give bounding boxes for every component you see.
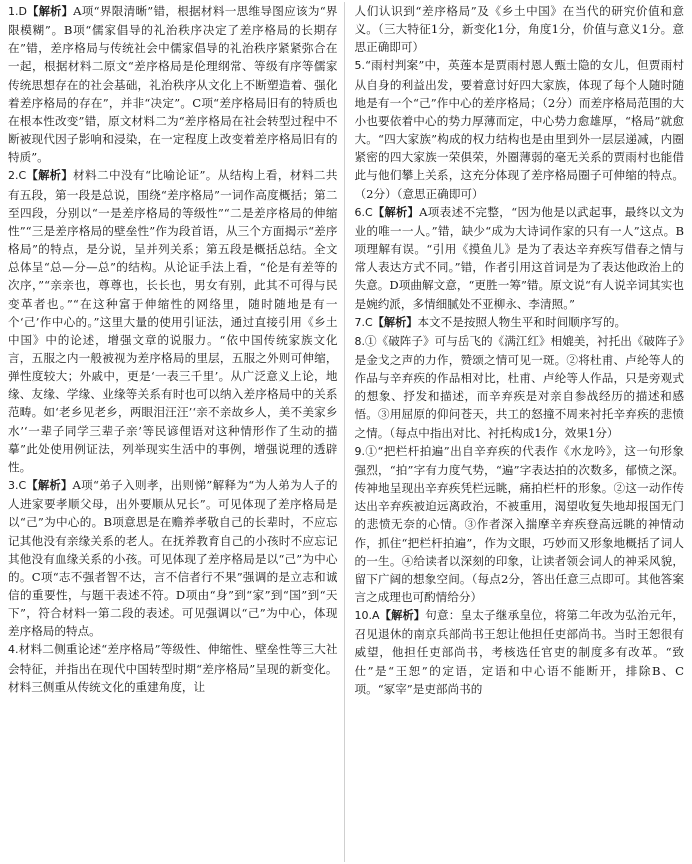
answer-8 (355, 332, 685, 442)
answer-number: 2.C (8, 169, 27, 183)
answer-number: 5. (354, 59, 365, 73)
answer-text: 材料二中没有“比喻论证”。从结构上看，材料二共有五段，第一段是总说，围绕“差序格局”一词作高度概括；第二至四段，分别以“一是差序格局的等级性”“二是差序格局的伸缩性”“三是差序格局的壁垒性”作为段首语，从三个方面揭示“差序格局”的特点，是分说，呈并列关系；第五段是概括总结。全文总体呈“总—分—总”的结构。从论证手法上看，“伦是有差等的次序，”“亲亲也，尊尊也，长长也，男女有别，此其不可得与民变革者也。”“在这种富于伸缩性的网络里，随时随地是有一个‘己’作中心的。”这里大量的使用引证法，通过直接引用《乡土中国》中的论述，增强文章的说服力。“依中国传统家族文化言，五服之内一般被视为差序格局的里层，五服之外则可伸缩，弹性度较大；外戚中，更是‘一表三千里’。从广泛意义上论，地缘、友缘、学缘、业缘等关系有时也可以纳入差序格局中的关系范畴。如‘老乡见老乡，两眼泪汪汪’‘亲不亲故乡人，美不美家乡水’‘一辈子同学三辈子亲’等民谚俚语对这种情形作了生动的描摹”此处使用例证法，列举现实生活中的事例，增强说理的透辟性。 (8, 168, 338, 474)
answer-text: ①“把栏杆拍遍”出自辛弃疾的代表作《水龙吟》，这一句形象强烈，“拍”字有力度气势，“遍”字表达拍的次数多，郁愤之深。传神地呈现出辛弃疾凭栏远眺，痛拍栏杆的形象。②这一动作传达出辛弃疾被迫远离政治，不被重用，渴望收复失地却报国无门的悲愤无奈的心情。③作者深入揣摩辛弃疾登高远眺的神情动作，抓住“把栏杆拍遍”，作为文眼，巧妙而又形象地概括了词人的一生。④给读者以深刻的印象，让读者领会词人的神采风貌，留下广阔的想象空间。（每点2分，答出任意三点即可。其他答案言之成理也可酌情给分） (354, 443, 684, 604)
answer-text: 材料二侧重论述“差序格局”等级性、伸缩性、壁垒性等三大社会特征，并指出在现代中国转型时期“差序格局”呈现的新变化。材料三侧重从传统文化的重建角度，让 (8, 642, 338, 694)
answer-number: 9. (354, 444, 365, 458)
answer-9 (355, 442, 685, 606)
answer-text: “雨村判案”中，英莲本是贾雨村恩人甄士隐的女儿，但贾雨村从自身的利益出发，要着意讨好四大家族，体现了每个人随时随地是有一个“己”作中心的差序格局；（2分）而差序格局范围的大小也要依着中心的势力厚薄而定，中心势力愈雄厚，“格局”就愈大。“四大家族”构成的权力结构也是由里到外一层层递减，内圈紧密的四大家族一荣俱荣，外圈薄弱的毫无关系的贾雨村也能借此与他们攀上关系，这充分体现了差序格局圈子可伸缩的特点。（2分）（意思正确即可） (354, 58, 684, 201)
answer-text: A项“界限清晰”错，根据材料一思维导图应该为“界限模糊”。B项“儒家倡导的礼治秩序决定了差序格局的长期存在”错，差序格局与传统社会中儒家倡导的礼治秩序紧紧弥合在一起，根据材料二原文“差序格局是伦理纲常、等级有序等儒家传统思想存在的社会基础，礼治秩序从文化上不断塑造着、强化着差序格局的存在”，并非“决定”。C项“差序格局旧有的特质也在根本性改变”错，原文材料二为“差序格局在社会转型过程中不断被现代因子影响和浸染，在一定程度上改变着差序格局旧有的特质”。 (8, 4, 338, 165)
analysis-tag: 【解析】 (379, 609, 426, 623)
answer-number: 3.C (8, 479, 27, 493)
answer-number: 4. (8, 643, 19, 657)
answer-number: 8. (354, 334, 365, 348)
right-column (355, 2, 685, 862)
analysis-tag: 【解析】 (372, 315, 418, 329)
answer-3 (8, 476, 338, 640)
answer-number: 10.A (354, 609, 380, 623)
answer-number: 7.C (354, 315, 373, 329)
answer-6 (355, 203, 685, 313)
answer-7 (355, 313, 685, 332)
answer-text: 本文不是按照人物生平和时间顺序写的。 (417, 314, 627, 329)
answer-number: 6.C (354, 205, 373, 219)
answer-4 (8, 640, 338, 695)
answer-1 (8, 2, 338, 166)
analysis-tag: 【解析】 (26, 5, 74, 18)
two-column-layout (8, 2, 684, 862)
answer-text: 句意：皇太子继承皇位，将第二年改为弘治元年，召见退休的南京兵部尚书王恕让他担任吏部尚书。当时王恕很有威望，他担任吏部尚书，考核选任官吏的制度多有改革。“致仕”是“王恕”的定语，定语和中心语不能断开，排除B、C项。“冢宰”是吏部尚书的 (354, 608, 684, 696)
answer-text: A项表述不完整，“因为他是以武起事，最终以文为业的唯一一人。”错，缺少“成为大诗词作家的只有一人”这点。B项理解有误。“引用《摸鱼儿》是为了表达辛弃疾写借春之情与常人表达方式不同。”错，作者引用这首词是为了表达他政治上的失意。D项曲解文意，“更胜一筹”错。原文说“有人说辛词其实也是婉约派，多情细腻处不亚柳永、李清照。” (354, 204, 684, 311)
analysis-tag: 【解析】 (372, 205, 420, 219)
answer-text: 人们认识到“差序格局”及《乡土中国》在当代的研究价值和意义。（三大特征1分，新变化1分，角度1分，价值与意义1分。意思正确即可） (354, 4, 684, 55)
answer-10 (355, 606, 685, 698)
answer-text: A项“弟子入则孝，出则悌”解释为“为人弟为人子的人进家要孝顺父母，出外要顺从兄长”。可见体现了差序格局是以“己”为中心的。B项意思是在赡养孝敬自己的长辈时，不应忘记其他没有亲缘关系的老人。在抚养教育自己的小孩时不应忘记其他没有血缘关系的小孩。可见体现了差序格局是以“己”为中心的。C项“志不强者智不达，言不信者行不果”强调的是立志和诚信的重要性，与题干表述不符。D项由“身”到“家”到“国”到“天下”，符合材料一第二段的表述。可见强调以“己”为中心，体现差序格局的特点。 (8, 478, 338, 639)
analysis-tag: 【解析】 (26, 169, 74, 183)
answer-text: ①《破阵子》可与岳飞的《满江红》相媲美，衬托出《破阵子》是金戈之声的力作，赞颂之情可见一斑。②将杜甫、卢纶等人的作品与辛弃疾的作品相对比，杜甫、卢纶等人作品，只是旁观式的想象、抒发和描述，而辛弃疾是对亲自参战经历的描述和感悟。③用屈原的仰问苍天，共工的怒撞不周来衬托辛弃疾的悲愤之情。（每点中指出对比、衬托构成1分，效果1分） (354, 333, 684, 440)
answer-4-continued (355, 2, 685, 56)
answer-2 (8, 166, 338, 476)
analysis-tag: 【解析】 (26, 479, 73, 493)
answer-number: 1.D (8, 5, 27, 18)
left-column (8, 2, 345, 862)
answer-5 (355, 56, 685, 202)
